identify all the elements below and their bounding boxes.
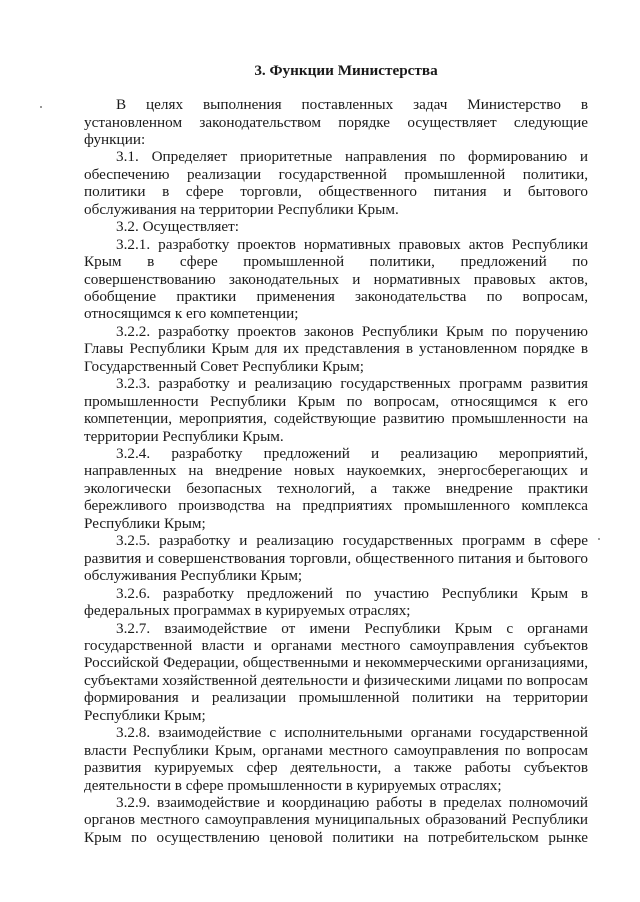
text-line: государственной власти и органами местного самоуправления субъектов — [84, 636, 588, 654]
text-line: 3.2.1. разработку проектов нормативных правовых актов Республики — [116, 235, 588, 253]
text-line: относящимся к его компетенции; — [84, 305, 299, 323]
text-line: бережливого производства на предприятиях промышленного комплекса — [84, 497, 588, 515]
text-line: 3.2.4. разработку предложений и реализацию мероприятий, — [116, 445, 588, 462]
text-line: обслуживания Республики Крым; — [84, 567, 303, 585]
text-line: федеральных программах в курируемых отраслях; — [84, 602, 411, 619]
text-line: направленных на внедрение новых наукоемких, энергосберегающих и — [84, 462, 588, 480]
text-line: Крым в сфере промышленной политики, предложений по — [84, 253, 588, 270]
text-line: политики в сфере торговли, общественного питания и бытового — [84, 183, 588, 201]
text-line: обслуживания на территории Республики Крым. — [84, 200, 399, 218]
text-line: обобщение практики применения законодательства по вопросам, — [84, 287, 588, 305]
text-line: 3.2.6. разработку предложений по участию Республики Крым в — [116, 584, 588, 602]
text-line: В целях выполнения поставленных задач Министерство в — [116, 96, 588, 113]
text-line: 3.2.9. взаимодействие и координацию работы в пределах полномочий — [116, 794, 588, 811]
text-line: органов местного самоуправления муниципальных образований Республики — [84, 811, 588, 829]
text-line: совершенствованию законодательных и нормативных правовых актов, — [84, 270, 588, 288]
text-line: развития курируемых сфер деятельности, а также работы субъектов — [84, 759, 588, 777]
text-line: Российской Федерации, общественными и некоммерческими организациями, — [84, 654, 588, 672]
text-line: 3.2.8. взаимодействие с исполнительными органами государственной — [116, 724, 588, 742]
scan-speck — [598, 538, 600, 540]
text-line: функции: — [84, 130, 146, 148]
text-line: 3.2.7. взаимодействие от имени Республики Крым с органами — [116, 619, 588, 637]
text-line: Республики Крым; — [84, 706, 206, 724]
text-line: обеспечению реализации государственной промышленной политики, — [84, 165, 588, 183]
text-line: Республики Крым; — [84, 514, 206, 532]
section-heading: 3. Функции Министерства — [254, 62, 438, 79]
text-line: 3.2. Осуществляет: — [116, 218, 240, 236]
text-line: компетенции, мероприятия, содействующие развитию промышленности на — [84, 410, 588, 428]
text-line: 3.2.2. разработку проектов законов Республики Крым по поручению — [116, 322, 588, 340]
text-line: экологически безопасных технологий, а также внедрение практики — [84, 479, 588, 497]
text-line: Главы Республики Крым для их представления в установленном порядке в — [84, 340, 588, 358]
text-line: формирования и реализации промышленной политики на территории — [84, 689, 588, 707]
scan-speck — [40, 106, 42, 108]
text-line: 3.2.3. разработку и реализацию государственных программ развития — [116, 375, 588, 393]
text-line: власти Республики Крым, органами местного самоуправления по вопросам — [84, 741, 588, 759]
text-line: Государственный Совет Республики Крым; — [84, 357, 364, 375]
text-line: субъектами хозяйственной деятельности и физическими лицами по вопросам — [84, 671, 588, 689]
text-line: территории Республики Крым. — [84, 427, 284, 445]
text-line: 3.2.5. разработку и реализацию государственных программ в сфере — [116, 532, 588, 550]
text-line: деятельности в сфере промышленности в курируемых отраслях; — [84, 776, 502, 794]
text-line: развития и совершенствования торговли, общественного питания и бытового — [84, 549, 588, 567]
text-line: 3.1. Определяет приоритетные направления по формированию и — [116, 148, 588, 166]
text-line: промышленности Республики Крым по вопросам, относящимся к его — [84, 392, 588, 410]
text-line: Крым по осуществлению ценовой политики на потребительском рынке — [84, 828, 588, 846]
text-line: установленном законодательством порядке осуществляет следующие — [84, 113, 588, 131]
